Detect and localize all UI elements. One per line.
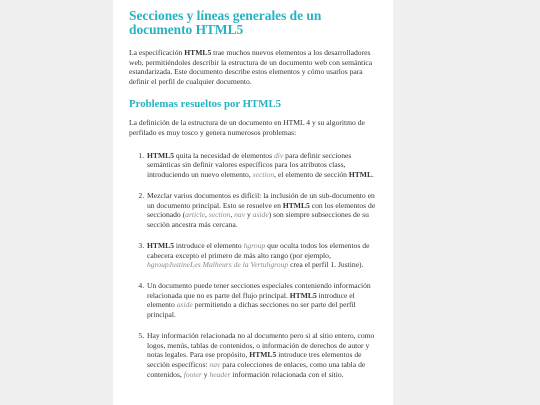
code-article: article xyxy=(185,210,205,220)
list-item: 1. HTML5 quita la necesidad de elementos div para definir secciones semánticas sin definir valores específicos para los atributos class, introduciendo un nuevo elemento, section, el elemento de sección HTML. xyxy=(146,151,378,180)
code-section: section xyxy=(252,169,275,179)
section-heading: Problemas resueltos por HTML5 xyxy=(129,98,282,111)
intro-html5: HTML5 xyxy=(184,48,212,57)
code-header: header xyxy=(209,369,231,379)
problems-list xyxy=(129,151,378,380)
intro-text: La especificación xyxy=(129,48,185,57)
code-footer: footer xyxy=(183,369,202,379)
code-nav: nav xyxy=(234,210,246,220)
intro-text-rest: trae muchos nuevos elementos a los desarrolladores web, permitiéndoles describir la estructura de un documento web con semántica estandarizada. Este documento describe estos elementos y cómo usarlos para definir el perfil de cualquier documento. xyxy=(129,48,373,86)
document-page xyxy=(113,0,393,405)
code-hgroup: hgroup xyxy=(243,240,266,250)
code-nav: nav xyxy=(209,360,221,370)
code-div: div xyxy=(273,150,284,160)
page-title: Secciones y líneas generales de un documento HTML5 xyxy=(129,8,322,37)
list-item: 5. Hay información relacionada no al documento pero si al sitio entero, como logos, menús, tablas de contenidos, o información de derechos de autor y notas legales. Para ese propósito, HTML5 introduce tres elementos de sección específicos: nav para colecciones de enlaces, como una tabla de contenidos, footer y header información relacionada con el sitio. xyxy=(146,331,378,379)
code-example: hgroupJustineLes Malheurs de la Vertuhgroup xyxy=(147,260,289,270)
list-item: 2. Mezclar varios documentos es difícil: la inclusión de un sub-documento en un documento principal. Esto se resuelve en HTML5 con los elementos de seccionado (article, section, nav y aside) son siempre subsecciones de su sección ancestra más cercana. xyxy=(146,191,378,229)
intro-paragraph xyxy=(129,48,378,86)
list-item: 3. HTML5 introduce el elemento hgroup que oculta todos los elementos de cabecera excepto el primero de más alto rango (por ejemplo, hgroupJustineLes Malheurs de la Vertuhgroup crea el perfil 1. Justine). xyxy=(146,241,378,270)
code-aside: aside xyxy=(176,300,193,310)
code-aside: aside xyxy=(252,210,269,220)
section-intro: La definición de la estructura de un documento en HTML 4 y su algoritmo de perfilado es muy tosco y genera numerosos problemas: xyxy=(129,118,365,137)
code-section: section xyxy=(208,210,231,220)
list-item: 4. Un documento puede tener secciones especiales conteniendo información relacionada que no es parte del flujo principal. HTML5 introduce el elemento aside permitiendo a dichas secciones no ser parte del perfil principal. xyxy=(146,281,378,319)
